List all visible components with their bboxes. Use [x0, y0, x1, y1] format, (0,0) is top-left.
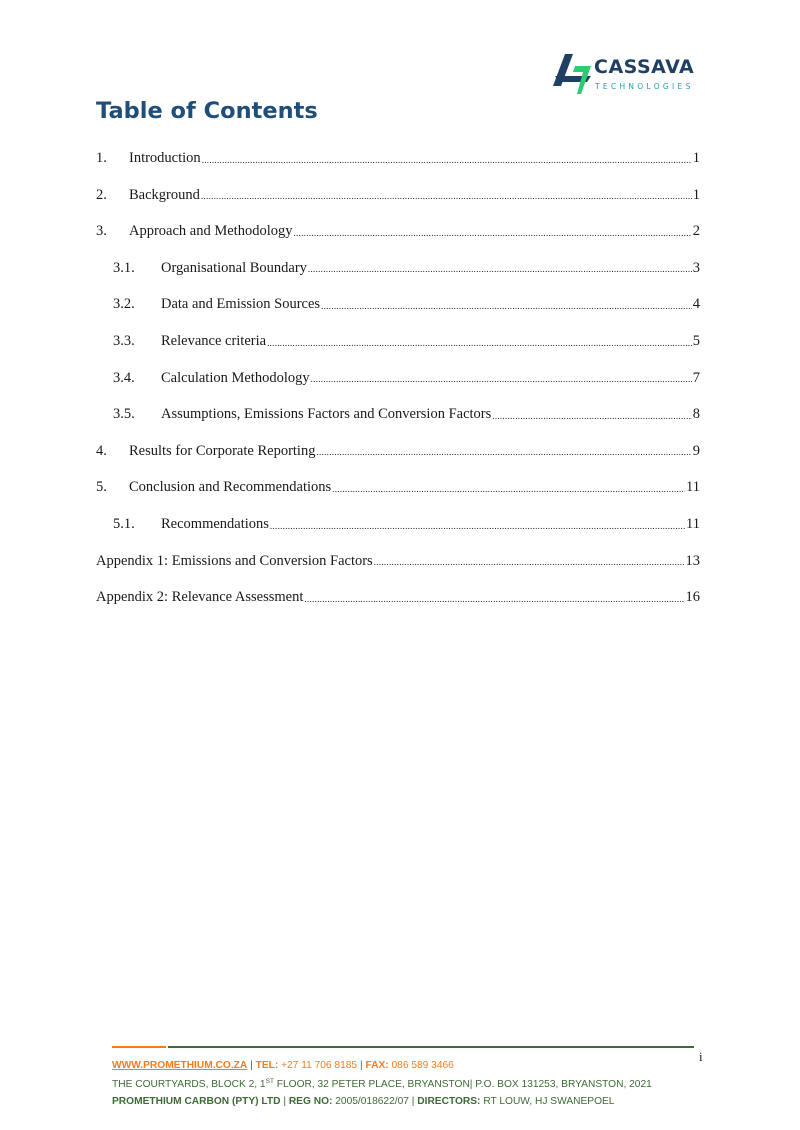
toc-entry-label: Relevance criteria	[161, 333, 267, 350]
toc-entry-label: Organisational Boundary	[161, 259, 307, 276]
toc-entry-calculation-methodology[interactable]	[96, 360, 700, 397]
footer-separator: |	[359, 1060, 363, 1071]
toc-entry-label: Conclusion and Recommendations	[129, 479, 332, 496]
toc-entry-number: 5.	[96, 479, 107, 496]
footer-divider-green	[168, 1046, 694, 1048]
footer-directors-label: DIRECTORS:	[417, 1096, 481, 1107]
toc-entry-number: 3.2.	[113, 296, 135, 313]
toc-entry-page: 7	[692, 369, 700, 386]
toc-entry-number: 2.	[96, 186, 107, 203]
toc-entry-number: 3.4.	[113, 369, 135, 386]
toc-entry-page: 1	[692, 150, 700, 167]
toc-dot-leader	[304, 595, 684, 616]
toc-dot-leader	[201, 192, 692, 213]
logo-wordmark: CASSAVA	[594, 56, 695, 78]
footer-separator: |	[411, 1096, 415, 1107]
toc-entry-relevance-criteria[interactable]	[96, 323, 700, 360]
toc-entry-number: 5.1.	[113, 515, 135, 532]
footer-reg-label: REG NO:	[288, 1096, 333, 1107]
toc-dot-leader	[321, 302, 692, 323]
toc-entry-label: Calculation Methodology	[161, 369, 310, 386]
footer-tel: +27 11 706 8185	[281, 1060, 358, 1071]
toc-dot-leader	[270, 522, 685, 543]
footer-tel-label: TEL:	[255, 1060, 279, 1071]
page-title: Table of Contents	[96, 98, 318, 124]
toc-entry-approach-methodology[interactable]	[96, 213, 700, 250]
toc-entry-label: Results for Corporate Reporting	[129, 442, 316, 459]
toc-entry-results-corporate-reporting[interactable]	[96, 433, 700, 470]
toc-dot-leader	[294, 229, 692, 250]
toc-dot-leader	[202, 156, 692, 177]
footer-divider-orange	[112, 1046, 166, 1048]
toc-entry-label: Appendix 1: Emissions and Conversion Factors	[96, 552, 373, 569]
logo-subtitle: TECHNOLOGIES	[595, 82, 694, 91]
toc-entry-page: 5	[692, 333, 700, 350]
footer-company-name: PROMETHIUM CARBON (PTY) LTD	[112, 1096, 281, 1107]
footer-reg-number: 2005/018622/07	[335, 1096, 409, 1107]
toc-entry-page: 11	[686, 479, 700, 496]
page-number: i	[699, 1049, 703, 1064]
footer-company-line	[112, 1097, 614, 1107]
toc-entry-recommendations[interactable]	[96, 506, 700, 543]
toc-entry-label: Approach and Methodology	[129, 223, 293, 240]
toc-dot-leader	[311, 375, 692, 396]
toc-entry-conclusion-recommendations[interactable]	[96, 469, 700, 506]
toc-entry-data-emission-sources[interactable]	[96, 286, 700, 323]
toc-entry-label: Assumptions, Emissions Factors and Conversion Factors	[161, 406, 492, 423]
toc-entry-page: 8	[692, 406, 700, 423]
footer-address-end: FLOOR, 32 PETER PLACE, BRYANSTON| P.O. BOX 131253, BRYANSTON, 2021	[273, 1079, 652, 1090]
toc-dot-leader	[267, 339, 692, 360]
toc-dot-leader	[374, 558, 685, 579]
toc-entry-appendix-1[interactable]	[96, 543, 700, 580]
toc-entry-page: 2	[692, 223, 700, 240]
footer-contact-line	[112, 1061, 454, 1071]
toc-dot-leader	[332, 485, 685, 506]
toc-dot-leader	[492, 412, 691, 433]
toc-entry-number: 3.3.	[113, 333, 135, 350]
toc-entry-appendix-2[interactable]	[96, 579, 700, 616]
toc-entry-page: 13	[685, 552, 700, 569]
toc-entry-number: 1.	[96, 150, 107, 167]
company-logo	[553, 52, 705, 96]
toc-dot-leader	[308, 265, 692, 286]
toc-entry-assumptions-factors[interactable]	[96, 396, 700, 433]
footer-directors: RT LOUW, HJ SWANEPOEL	[483, 1096, 615, 1107]
toc-entry-number: 3.5.	[113, 406, 135, 423]
toc-entry-label: Appendix 2: Relevance Assessment	[96, 589, 304, 606]
toc-entry-label: Introduction	[129, 150, 201, 167]
toc-entry-number: 3.	[96, 223, 107, 240]
table-of-contents	[96, 140, 700, 616]
toc-entry-page: 16	[685, 589, 700, 606]
toc-entry-introduction[interactable]	[96, 140, 700, 177]
toc-dot-leader	[316, 448, 691, 469]
footer-address-line	[112, 1079, 652, 1090]
footer-fax-label: FAX:	[365, 1060, 389, 1071]
toc-entry-label: Recommendations	[161, 515, 269, 532]
toc-entry-page: 3	[692, 259, 700, 276]
footer-website-link[interactable]: WWW.PROMETHIUM.CO.ZA	[112, 1060, 248, 1071]
toc-entry-page: 1	[692, 186, 700, 203]
toc-entry-page: 4	[692, 296, 700, 313]
cassava-mark-icon	[553, 52, 593, 96]
toc-entry-organisational-boundary[interactable]	[96, 250, 700, 287]
toc-entry-label: Data and Emission Sources	[161, 296, 321, 313]
footer-fax: 086 589 3466	[391, 1060, 454, 1071]
toc-entry-page: 11	[686, 515, 700, 532]
footer-address-superscript: ST	[265, 1078, 274, 1085]
footer-separator: |	[250, 1060, 253, 1071]
toc-entry-number: 3.1.	[113, 259, 135, 276]
footer-divider	[112, 1046, 694, 1048]
footer-separator: |	[283, 1096, 286, 1107]
toc-entry-label: Background	[129, 186, 200, 203]
toc-entry-page: 9	[692, 442, 700, 459]
footer-address-start: THE COURTYARDS, BLOCK 2, 1	[112, 1079, 266, 1090]
toc-entry-number: 4.	[96, 442, 107, 459]
toc-entry-background[interactable]	[96, 177, 700, 214]
